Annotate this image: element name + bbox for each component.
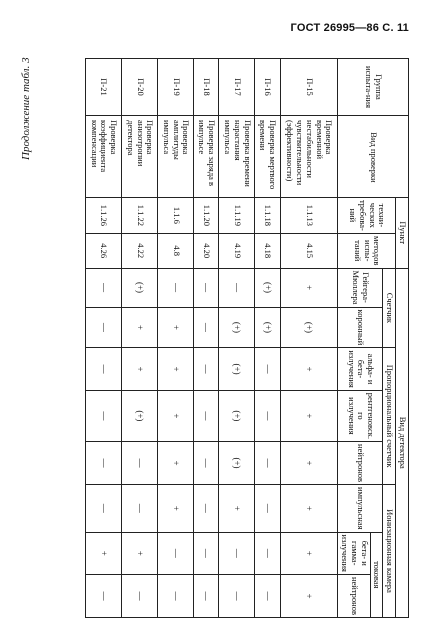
group-cell: П-18 xyxy=(194,59,219,116)
mark-cell: + xyxy=(158,485,194,532)
header-ion-neutron: нейтронов xyxy=(338,574,370,617)
mark-cell: — xyxy=(194,348,219,390)
mark-cell: — xyxy=(194,307,219,348)
table-row xyxy=(158,59,194,618)
header-prop-xray: рентгеновск. го излучения xyxy=(338,390,383,441)
mark-cell: (+) xyxy=(219,307,255,348)
req-cell: 1.1.26 xyxy=(86,197,122,233)
method-cell: 4.22 xyxy=(122,233,158,268)
header-point-method: методов испы-таний xyxy=(338,233,396,268)
method-cell: 4.20 xyxy=(194,233,219,268)
mark-cell: (+) xyxy=(219,348,255,390)
continuation-note: Продолжение табл. 3 xyxy=(20,57,32,160)
header-ion-beta-gamma: бета- и гамма-излучения xyxy=(338,532,370,574)
mark-cell: — xyxy=(219,574,255,617)
table-row xyxy=(194,59,219,618)
mark-cell: — xyxy=(158,268,194,307)
mark-cell: — xyxy=(86,574,122,617)
check-cell: Проверка мертвого времени xyxy=(255,116,280,198)
check-cell: Проверка коэффициента компенсации xyxy=(86,116,122,198)
mark-cell: — xyxy=(255,442,280,485)
mark-cell: (+) xyxy=(255,307,280,348)
check-cell: Проверка амплитуды импульса xyxy=(158,116,194,198)
header-ion-chamber: Ионизационная камера xyxy=(383,485,396,618)
mark-cell: + xyxy=(280,348,338,390)
req-cell: 1.1.20 xyxy=(194,197,219,233)
header-group: Группа испыта-ния xyxy=(338,59,409,116)
header-check-type: Вид проверки xyxy=(338,116,409,198)
mark-cell: (+) xyxy=(280,307,338,348)
mark-cell: — xyxy=(86,307,122,348)
group-cell: П-15 xyxy=(280,59,338,116)
check-cell: Проверка временной нестабильности чувствительности (эффективности) xyxy=(280,116,338,198)
mark-cell: — xyxy=(255,485,280,532)
mark-cell: + xyxy=(122,307,158,348)
header-counter-gm: Гейгера-Мюллера xyxy=(338,268,383,307)
header-counter: Счетчик xyxy=(383,268,396,348)
header-ion-pulse: импульсная xyxy=(338,485,383,532)
mark-cell: + xyxy=(280,442,338,485)
mark-cell: — xyxy=(86,390,122,441)
header-ion-current: токовая xyxy=(370,532,383,617)
header-detector-type: Вид детектора xyxy=(396,268,409,617)
mark-cell: — xyxy=(194,532,219,574)
mark-cell: + xyxy=(122,532,158,574)
mark-cell: — xyxy=(86,268,122,307)
header-counter-corona: коронный xyxy=(338,307,383,348)
method-cell: 4.15 xyxy=(280,233,338,268)
mark-cell: + xyxy=(280,485,338,532)
table-row xyxy=(122,59,158,618)
group-cell: П-20 xyxy=(122,59,158,116)
header-prop-neutron: нейтронов xyxy=(338,442,383,485)
mark-cell: (+) xyxy=(219,390,255,441)
mark-cell: — xyxy=(158,574,194,617)
rotated-table-wrapper xyxy=(85,58,409,618)
table-row xyxy=(86,59,122,618)
mark-cell: (+) xyxy=(122,268,158,307)
mark-cell: (+) xyxy=(219,442,255,485)
header-prop-counter: Пропорциональный счетчик xyxy=(383,348,396,485)
mark-cell: — xyxy=(194,574,219,617)
mark-cell: — xyxy=(219,268,255,307)
check-table xyxy=(85,58,409,618)
method-cell: 4.18 xyxy=(255,233,280,268)
mark-cell: + xyxy=(122,348,158,390)
mark-cell: + xyxy=(158,442,194,485)
mark-cell: — xyxy=(86,485,122,532)
mark-cell: — xyxy=(194,442,219,485)
method-cell: 4.19 xyxy=(219,233,255,268)
mark-cell: + xyxy=(158,390,194,441)
group-cell: П-21 xyxy=(86,59,122,116)
mark-cell: + xyxy=(280,390,338,441)
mark-cell: + xyxy=(86,532,122,574)
mark-cell: + xyxy=(158,307,194,348)
check-cell: Проверка заряда в импульсе xyxy=(194,116,219,198)
mark-cell: — xyxy=(255,574,280,617)
table-row xyxy=(280,59,338,618)
method-cell: 4.26 xyxy=(86,233,122,268)
mark-cell: — xyxy=(194,268,219,307)
req-cell: 1.1.6 xyxy=(158,197,194,233)
req-cell: 1.1.13 xyxy=(280,197,338,233)
mark-cell: — xyxy=(255,348,280,390)
mark-cell: + xyxy=(280,574,338,617)
mark-cell: — xyxy=(122,574,158,617)
mark-cell: + xyxy=(219,485,255,532)
mark-cell: + xyxy=(280,268,338,307)
header-point-req: техни-ческих требова-ний xyxy=(338,197,396,233)
header-prop-alpha-beta: альфа- и бета-излучения xyxy=(338,348,383,390)
req-cell: 1.1.22 xyxy=(122,197,158,233)
group-cell: П-16 xyxy=(255,59,280,116)
mark-cell: — xyxy=(86,442,122,485)
mark-cell: (+) xyxy=(122,390,158,441)
mark-cell: — xyxy=(158,532,194,574)
table-row xyxy=(219,59,255,618)
mark-cell: — xyxy=(255,390,280,441)
header-point: Пункт xyxy=(396,197,409,268)
req-cell: 1.1.18 xyxy=(255,197,280,233)
mark-cell: — xyxy=(255,532,280,574)
req-cell: 1.1.19 xyxy=(219,197,255,233)
document-reference: ГОСТ 26995—86 С. 11 xyxy=(290,22,409,34)
mark-cell: — xyxy=(86,348,122,390)
group-cell: П-17 xyxy=(219,59,255,116)
mark-cell: — xyxy=(122,442,158,485)
method-cell: 4.8 xyxy=(158,233,194,268)
mark-cell: + xyxy=(280,532,338,574)
check-cell: Проверка времени нарастания импульса xyxy=(219,116,255,198)
mark-cell: — xyxy=(219,532,255,574)
mark-cell: — xyxy=(194,390,219,441)
table-row xyxy=(255,59,280,618)
mark-cell: — xyxy=(194,485,219,532)
mark-cell: — xyxy=(122,485,158,532)
mark-cell: (+) xyxy=(255,268,280,307)
group-cell: П-19 xyxy=(158,59,194,116)
check-cell: Проверка анизотропии детектора xyxy=(122,116,158,198)
mark-cell: + xyxy=(158,348,194,390)
